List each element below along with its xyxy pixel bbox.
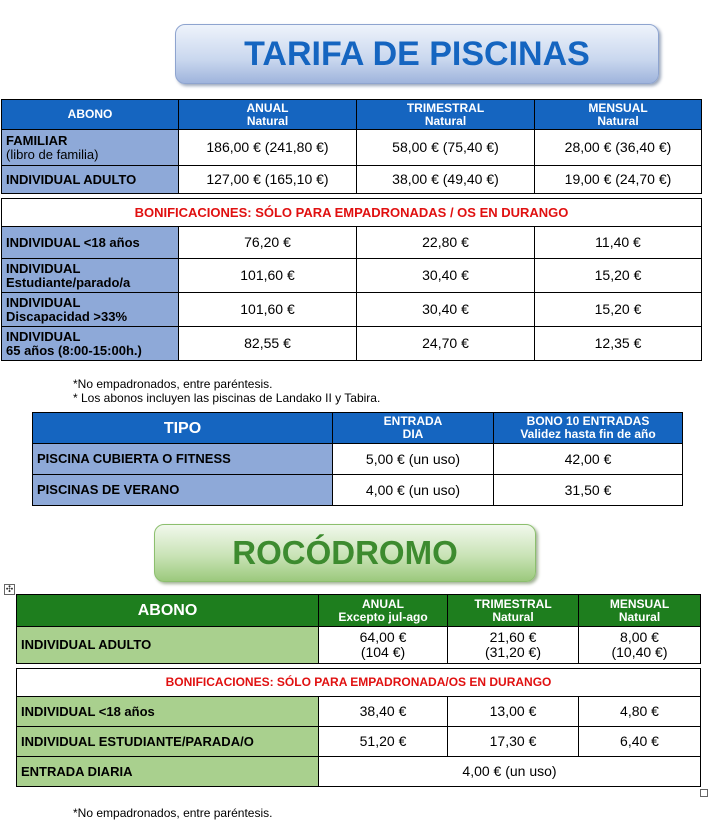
cell-trimestral: 24,70 € <box>357 327 535 361</box>
header-entrada: ENTRADA DIA <box>333 413 494 444</box>
cell-mensual: 19,00 € (24,70 €) <box>535 166 702 194</box>
climbing-wall-table <box>16 594 701 787</box>
pool-notes <box>73 377 380 405</box>
row-label: PISCINAS DE VERANO <box>33 475 333 506</box>
cell-anual: 127,00 € (165,10 €) <box>179 166 357 194</box>
table-row <box>2 327 702 361</box>
row-label: INDIVIDUAL ESTUDIANTE/PARADA/O <box>17 727 319 757</box>
note-line: *No empadronados, entre paréntesis. <box>73 377 273 391</box>
row-label: PISCINA CUBIERTA O FITNESS <box>33 444 333 475</box>
row-label: INDIVIDUAL ADULTO <box>2 166 179 194</box>
table-row <box>17 627 701 664</box>
cell-anual: 101,60 € <box>179 259 357 293</box>
row-label: INDIVIDUAL ADULTO <box>17 627 319 664</box>
cell-bono: 31,50 € <box>494 475 683 506</box>
header-anual: ANUAL Excepto jul-ago <box>319 595 448 627</box>
pool-subscriptions-table <box>1 99 702 361</box>
row-label: ENTRADA DIARIA <box>17 757 319 787</box>
pool-rates-title <box>175 24 659 84</box>
cell-mensual: 28,00 € (36,40 €) <box>535 130 702 166</box>
cell-trimestral: 38,00 € (49,40 €) <box>357 166 535 194</box>
climbing-note: *No empadronados, entre paréntesis. <box>73 806 273 820</box>
table-row <box>33 475 683 506</box>
table-resize-handle[interactable] <box>700 789 708 797</box>
cell-anual: 82,55 € <box>179 327 357 361</box>
table-row <box>17 697 701 727</box>
cell-mensual: 6,40 € <box>579 727 701 757</box>
table-row <box>2 259 702 293</box>
cell-anual: 51,20 € <box>319 727 448 757</box>
header-tipo: TIPO <box>33 413 333 444</box>
table-row <box>2 130 702 166</box>
header-abono: ABONO <box>17 595 319 627</box>
cell-mensual: 8,00 € (10,40 €) <box>579 627 701 664</box>
header-mensual: MENSUAL Natural <box>535 100 702 130</box>
table-header-row <box>33 413 683 444</box>
row-label: INDIVIDUAL <18 años <box>2 227 179 259</box>
table-row <box>2 166 702 194</box>
climbing-wall-title <box>154 524 536 582</box>
cell-mensual: 15,20 € <box>535 259 702 293</box>
table-header-row <box>2 100 702 130</box>
cell-trimestral: 30,40 € <box>357 293 535 327</box>
cell-anual: 38,40 € <box>319 697 448 727</box>
cell-entrada: 4,00 € (un uso) <box>333 475 494 506</box>
cell-trimestral: 58,00 € (75,40 €) <box>357 130 535 166</box>
cell-trimestral: 13,00 € <box>448 697 579 727</box>
cell-anual: 101,60 € <box>179 293 357 327</box>
cell-trimestral: 21,60 € (31,20 €) <box>448 627 579 664</box>
bonificaciones-row <box>17 669 701 697</box>
table-row <box>2 227 702 259</box>
table-row <box>17 757 701 787</box>
header-abono: ABONO <box>2 100 179 130</box>
header-anual: ANUAL Natural <box>179 100 357 130</box>
row-label: INDIVIDUAL Estudiante/parado/a <box>2 259 179 293</box>
bonificaciones-label: BONIFICACIONES: SÓLO PARA EMPADRONADAS / OS EN DURANGO <box>2 199 702 227</box>
cell-entrada: 5,00 € (un uso) <box>333 444 494 475</box>
pool-entries-table <box>32 412 683 506</box>
row-label: INDIVIDUAL Discapacidad >33% <box>2 293 179 327</box>
row-label: INDIVIDUAL 65 años (8:00-15:00h.) <box>2 327 179 361</box>
cell-anual: 76,20 € <box>179 227 357 259</box>
cell-bono: 42,00 € <box>494 444 683 475</box>
cell-trimestral: 22,80 € <box>357 227 535 259</box>
table-row <box>33 444 683 475</box>
cell-anual: 64,00 € (104 €) <box>319 627 448 664</box>
header-trimestral: TRIMESTRAL Natural <box>448 595 579 627</box>
note-line: * Los abonos incluyen las piscinas de Landako II y Tabira. <box>73 391 381 405</box>
cell-mensual: 11,40 € <box>535 227 702 259</box>
table-header-row <box>17 595 701 627</box>
row-label: INDIVIDUAL <18 años <box>17 697 319 727</box>
header-mensual: MENSUAL Natural <box>579 595 701 627</box>
bonificaciones-label: BONIFICACIONES: SÓLO PARA EMPADRONADA/OS EN DURANGO <box>17 669 701 697</box>
row-label: FAMILIAR (libro de familia) <box>2 130 179 166</box>
table-row <box>2 293 702 327</box>
table-row <box>17 727 701 757</box>
cell-entrada-diaria: 4,00 € (un uso) <box>319 757 701 787</box>
cell-mensual: 4,80 € <box>579 697 701 727</box>
cell-mensual: 12,35 € <box>535 327 702 361</box>
header-trimestral: TRIMESTRAL Natural <box>357 100 535 130</box>
pool-rates-title-text: TARIFA DE PISCINAS <box>244 34 590 73</box>
cell-trimestral: 17,30 € <box>448 727 579 757</box>
cell-mensual: 15,20 € <box>535 293 702 327</box>
cell-anual: 186,00 € (241,80 €) <box>179 130 357 166</box>
header-bono: BONO 10 ENTRADAS Validez hasta fin de año <box>494 413 683 444</box>
bonificaciones-row <box>2 199 702 227</box>
cell-trimestral: 30,40 € <box>357 259 535 293</box>
climbing-wall-title-text: ROCÓDROMO <box>232 534 458 571</box>
table-move-icon[interactable]: ✣ <box>5 584 14 594</box>
